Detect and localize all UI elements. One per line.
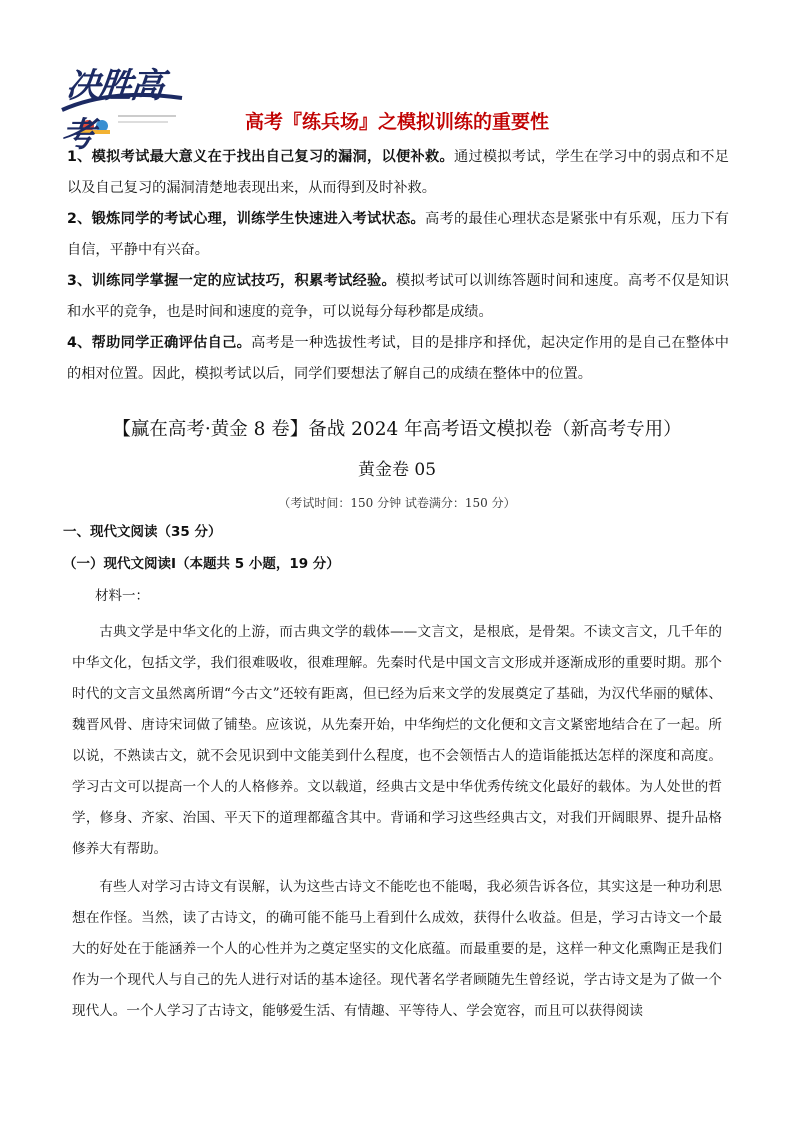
section-heading: 一、现代文阅读（35 分） xyxy=(63,524,222,540)
exam-time-note: （考试时间：150 分钟 试卷满分：150 分） xyxy=(278,496,516,510)
paragraph: 古典文学是中华文化的上游，而古典文学的载体——文言文，是根底，是骨架。不读文言文，几千年的中华文化，包括文学，我们很难吸收，很难理解。先秦时代是中国文言文形成并逐渐成形的重要时期。那个时代的文言文虽然离所谓“今古文”还较有距离，但已经为后来文学的发展奠定了基础，为汉代华丽的赋体、魏晋风骨、唐诗宋词做了铺垫。应该说，从先秦开始，中华绚烂的文化便和文言文紧密地结合在了一起。所以说，不熟读古文，就不会见识到中文能美到什么程度，也不会领悟古人的造诣能抵达怎样的深度和高度。学习古文可以提高一个人的人格修养。文以载道，经典古文是中华优秀传统文化最好的载体。为人处世的哲学，修身、齐家、治国、平天下的道理都蕴含其中。背诵和学习这些经典古文，对我们开阔眼界、提升品格修养大有帮助。 xyxy=(72,624,722,857)
exam-subtitle: 黄金卷 05 xyxy=(357,460,437,480)
paragraph: 有些人对学习古诗文有误解，认为这些古诗文不能吃也不能喝，我必须告诉各位，其实这是一种功利思想在作怪。当然，读了古诗文，的确可能不能马上看到什么成效，获得什么收益。但是，学习古诗文一个最大的好处在于能涵养一个人的心性并为之奠定坚实的文化底蕴。而最重要的是，这样一种文化熏陶正是我们作为一个现代人与自己的先人进行对话的基本途径。现代著名学者顾随先生曾经说，学古诗文是为了做一个现代人。一个人学习了古诗文，能够爱生活、有情趣、平等待人、学会宽容，而且可以获得阅读 xyxy=(72,879,722,1019)
banner-title: 高考『练兵场』之模拟训练的重要性 xyxy=(244,111,549,133)
subsection-heading: （一）现代文阅读Ⅰ（本题共 5 小题，19 分） xyxy=(63,556,340,572)
material-label: 材料一： xyxy=(95,588,149,604)
intro-item: 4、帮助同学正确评估自己。高考是一种选拔性考试，目的是排序和择优，起决定作用的是自己在整体中的相对位置。因此，模拟考试以后，同学们要想法了解自己的成绩在整体中的位置。 xyxy=(67,335,729,382)
logo-text: 决胜高考 xyxy=(58,66,165,155)
intro-item: 1、模拟考试最大意义在于找出自己复习的漏洞，以便补救。通过模拟考试，学生在学习中的弱点和不足以及自己复习的漏洞清楚地表现出来，从而得到及时补救。 xyxy=(67,149,729,196)
intro-item: 3、训练同学掌握一定的应试技巧，积累考试经验。模拟考试可以训练答题时间和速度。高考不仅是知识和水平的竞争，也是时间和速度的竞争，可以说每分每秒都是成绩。 xyxy=(67,273,729,320)
intro-item: 2、锻炼同学的考试心理，训练学生快速进入考试状态。高考的最佳心理状态是紧张中有乐观，压力下有自信，平静中有兴奋。 xyxy=(67,211,729,258)
exam-title: 【赢在高考·黄金 8 卷】备战 2024 年高考语文模拟卷（新高考专用） xyxy=(112,419,682,440)
intro-list xyxy=(67,142,729,390)
